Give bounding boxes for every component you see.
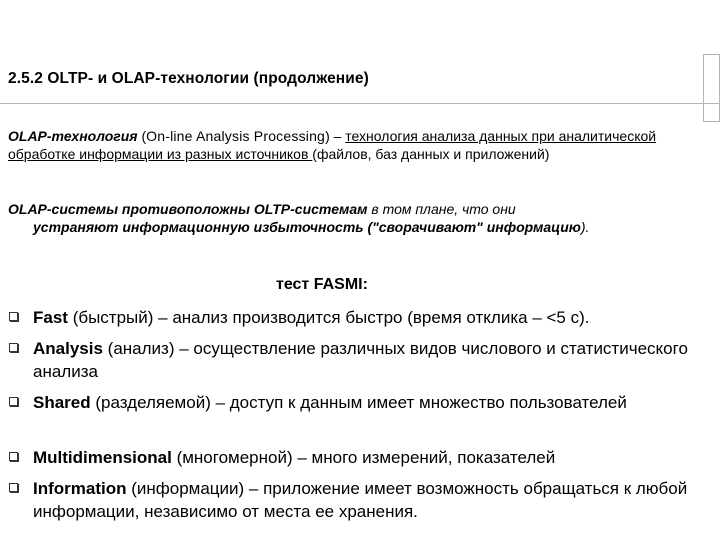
olap-systems-end: ). <box>580 219 590 235</box>
fasmi-test-title: тест FASMI: <box>276 276 368 293</box>
checkbox-bullet-icon <box>9 312 18 321</box>
olap-vs-oltp-paragraph <box>8 200 698 236</box>
bullet-term: Multidimensional <box>33 448 172 467</box>
olap-definition-tail: (файлов, баз данных и приложений) <box>312 146 550 162</box>
bullet-description: (быстрый) – анализ производится быстро (время отклика – <5 с). <box>67 308 590 327</box>
bullet-description: (разделяемой) – доступ к данным имеет множество пользователей <box>90 393 627 412</box>
bullet-term: Analysis <box>33 339 103 358</box>
olap-definition-paragraph <box>8 127 708 163</box>
bullet-description: (информации) – приложение имеет возможность обращаться к любой информации, независимо от места ее хранения. <box>33 479 688 521</box>
bullet-description: (многомерной) – много измерений, показателей <box>171 448 556 467</box>
olap-definition-underlined: технология анализа данных при аналитической обработке информации из разных источников <box>8 128 657 162</box>
header-divider-line <box>0 103 703 104</box>
olap-expansion: On-line Analysis Processing <box>146 128 326 144</box>
paren-open: ( <box>137 128 147 144</box>
bullet-term: Fast <box>33 308 68 327</box>
paren-close: ) – <box>325 128 346 144</box>
checkbox-bullet-icon <box>9 397 18 406</box>
header-deco-box <box>703 54 720 104</box>
olap-systems-emphasis: устраняют информационную избыточность ("сворачивают" информацию <box>33 219 581 235</box>
checkbox-bullet-icon <box>9 343 18 352</box>
slide-title: 2.5.2 OLTP- и OLAP-технологии (продолжение) <box>8 70 369 87</box>
bullet-description: (анализ) – осуществление различных видов числового и статистического анализа <box>33 339 688 381</box>
olap-term: OLAP-технология <box>8 128 138 144</box>
checkbox-bullet-icon <box>9 452 18 461</box>
olap-systems-term: OLAP-системы противоположны OLTP-системам <box>8 201 368 217</box>
header-deco-box-lower <box>703 103 720 122</box>
bullet-term: Information <box>33 479 127 498</box>
bullet-term: Shared <box>33 393 91 412</box>
checkbox-bullet-icon <box>9 483 18 492</box>
olap-systems-mid: в том плане, что они <box>367 201 516 217</box>
